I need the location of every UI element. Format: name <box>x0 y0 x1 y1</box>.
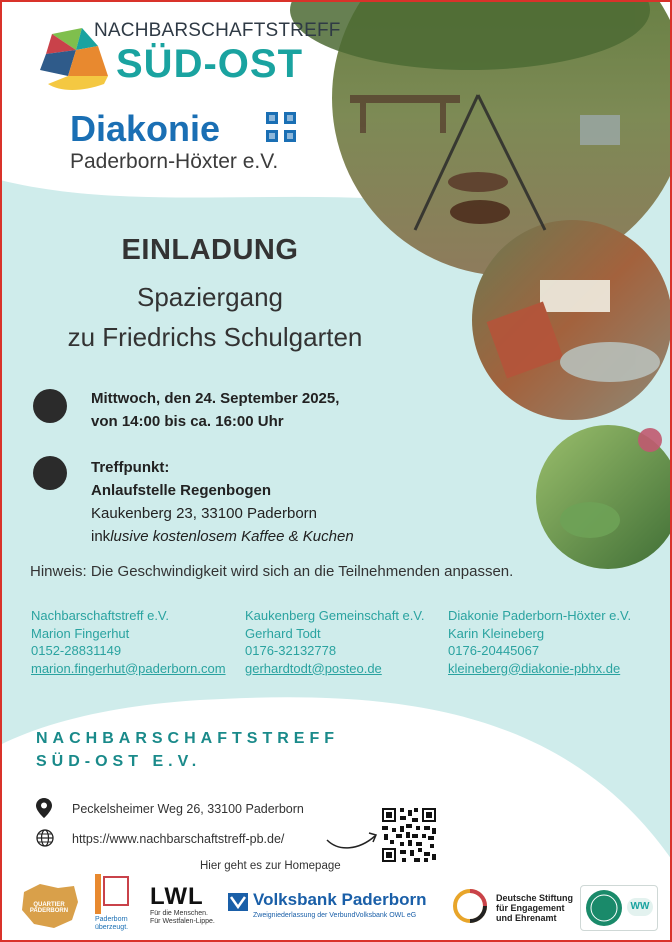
paderborn-line-2: überzeugt. <box>95 924 129 931</box>
location-pin-icon <box>36 798 52 818</box>
lwl-logo <box>150 884 215 926</box>
lwl-name: LWL <box>150 883 204 910</box>
curved-arrow-icon <box>325 818 381 850</box>
lwl-line-2: Für Westfalen-Lippe. <box>150 918 215 925</box>
contact-phone[interactable]: 0176-32132778 <box>245 643 337 658</box>
contact-email-link[interactable]: gerhardtodt@posteo.de <box>245 660 382 676</box>
contact-name: Gerhard Todt <box>245 625 321 641</box>
stiftung-ring-icon <box>452 888 488 924</box>
bullet-date <box>33 389 67 423</box>
contact-block-2 <box>245 607 424 677</box>
contact-block-3 <box>448 607 631 677</box>
footer-address: Peckelsheimer Weg 26, 33100 Paderborn <box>72 802 304 816</box>
contact-name: Karin Kleineberg <box>448 625 545 641</box>
lwl-text <box>150 910 215 926</box>
event-date: Mittwoch, den 24. September 2025, <box>91 390 340 407</box>
contact-phone[interactable]: 0176-20445067 <box>448 643 540 658</box>
extra-prefix: ink <box>91 528 111 545</box>
event-time: von 14:00 bis ca. 16:00 Uhr <box>91 413 284 430</box>
paderborn-text <box>95 916 128 932</box>
contact-org: Diakonie Paderborn-Höxter e.V. <box>448 608 632 623</box>
quartier-text: QUARTIER PADERBORN <box>29 902 69 914</box>
meeting-extra <box>91 528 354 545</box>
contact-name: Marion Fingerhut <box>31 625 130 641</box>
contact-phone[interactable]: 0152-28831149 <box>31 643 122 658</box>
contact-email-link[interactable]: marion.fingerhut@paderborn.com <box>31 660 226 676</box>
footer-org-line-2: SÜD-OST E.V. <box>36 753 202 770</box>
lwl-line-1: Für die Menschen. <box>150 910 208 917</box>
title-line-2: zu Friedrichs Schulgarten <box>67 322 363 352</box>
page-title: EINLADUNG <box>121 234 299 266</box>
volksbank-name: Volksbank Paderborn <box>253 890 427 909</box>
logo-top-text: NACHBARSCHAFTSTREFF <box>94 20 341 41</box>
footer-org-name <box>36 727 339 773</box>
footer-org-line-1: NACHBARSCHAFTSTREFF <box>36 730 339 747</box>
contact-org: Kaukenberg Gemeinschaft e.V. <box>245 608 425 623</box>
footer-website-link[interactable]: https://www.nachbarschaftstreff-pb.de/ <box>72 832 285 846</box>
title-line-1: Spaziergang <box>137 282 283 312</box>
paderborn-bar <box>95 874 101 914</box>
paderborn-logo <box>95 874 131 936</box>
diakonie-name: Diakonie <box>70 108 221 149</box>
contact-email-link[interactable]: kleineberg@diakonie-pbhx.de <box>448 660 621 676</box>
stiftung-line-1: Deutsche Stiftung <box>496 893 574 903</box>
stiftung-line-2: für Engagement <box>496 903 565 913</box>
bullet-meeting <box>33 456 67 490</box>
stiftung-line-3: und Ehrenamt <box>496 913 557 923</box>
diakonie-subtitle: Paderborn-Höxter e.V. <box>70 150 279 173</box>
stiftung-text <box>496 893 573 923</box>
badge-text: WW <box>627 898 653 916</box>
award-seal-icon <box>584 888 624 928</box>
contact-block-1 <box>31 607 226 677</box>
meeting-label: Treffpunkt: <box>91 459 170 476</box>
volksbank-icon <box>228 893 248 911</box>
extra-italic: lusive kostenlosem Kaffee & Kuchen <box>110 528 354 545</box>
globe-icon <box>36 829 54 847</box>
meeting-address: Kaukenberg 23, 33100 Paderborn <box>91 505 318 522</box>
paderborn-p-icon <box>103 876 129 906</box>
diakonie-cross-icon <box>266 112 296 142</box>
quartier-paderborn-logo <box>18 880 80 932</box>
qr-code[interactable] <box>380 806 438 864</box>
qr-caption: Hier geht es zur Homepage <box>200 860 341 872</box>
volksbank-sub: Zweigniederlassung der VerbundVolksbank OWL eG <box>253 912 417 919</box>
contact-org: Nachbarschaftstreff e.V. <box>31 608 170 623</box>
award-badge <box>580 885 658 931</box>
paderborn-line-1: Paderborn <box>95 916 128 923</box>
hinweis-text: Hinweis: Die Geschwindigkeit wird sich an die Teilnehmenden anpassen. <box>30 563 514 580</box>
meeting-place: Anlaufstelle Regenbogen <box>91 482 272 499</box>
logo-big-text: SÜD-OST <box>116 42 303 86</box>
